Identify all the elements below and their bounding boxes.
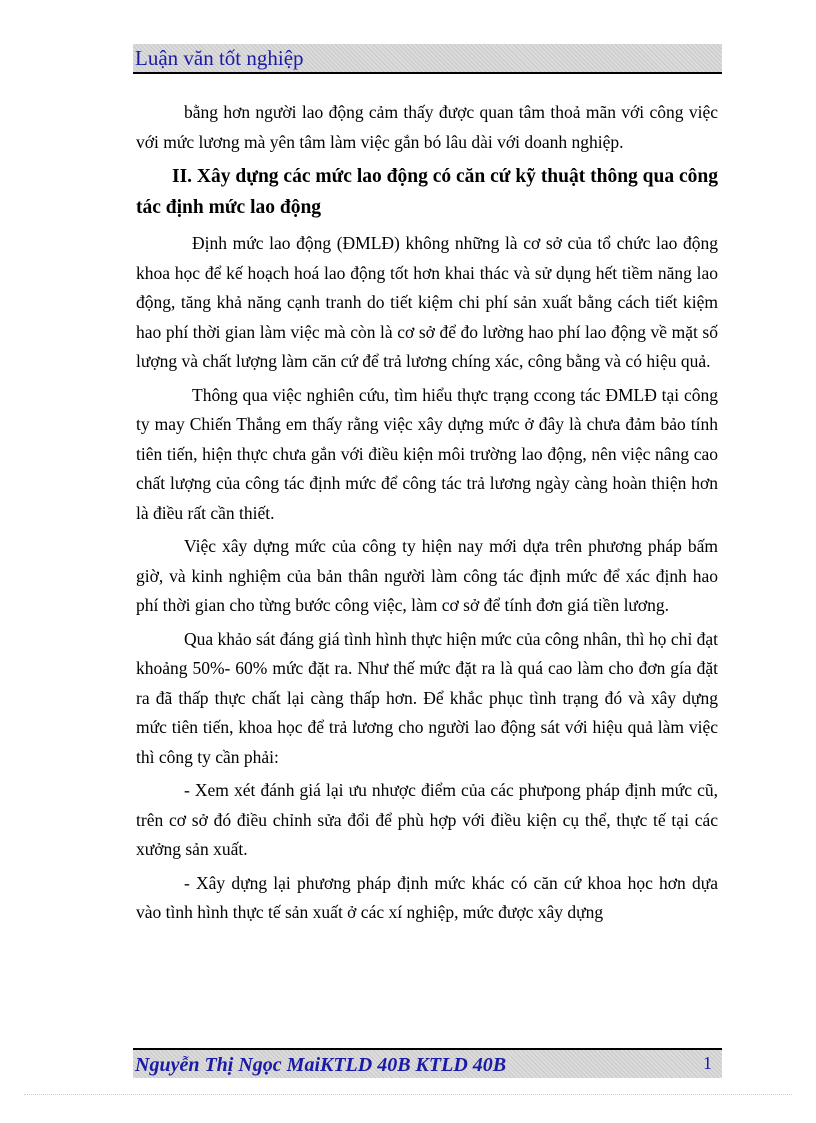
paragraph: Thông qua việc nghiên cứu, tìm hiểu thực trạng ccong tác ĐMLĐ tại công ty may Chiến Thắng em thấy rằng việc xây dựng mức ở đây là chưa đảm bảo tính tiên tiến, hiện thực chưa gắn với điều kiện môi trường lao động, nên việc nâng cao chất lượng của công tác định mức để công tác trả lương ngày càng hoàn thiện hơn là điều rất cần thiết. [136, 384, 718, 523]
page-number: 1 [703, 1053, 712, 1073]
paragraph: Định mức lao động (ĐMLĐ) không những là cơ sở của tổ chức lao động khoa học để kế hoạch hoá lao động tốt hơn khai thác và sử dụng hết tiềm năng lao động, tăng khả năng cạnh tranh do tiết kiệm chi phí sản xuất bằng cách tiết kiệm hao phí thời gian làm việc mà còn là cơ sở để đo lường hao phí lao động về mặt số lượng và chất lượng làm căn cứ để trả lương chíng xác, công bằng và có hiệu quả. [136, 233, 718, 371]
paragraph: Qua khảo sát đáng giá tình hình thực hiện mức của công nhân, thì họ chỉ đạt khoảng 50%- 60% mức đặt ra. Như thế mức đặt ra là quá cao làm cho đơn gía đặt ra đã thấp thực chất lại càng thấp hơn. Để khắc phục tình trạng đó và xây dựng mức tiên tiến, khoa học để trả lương cho người lao động sát với hiệu quả làm việc thì công ty cần phải: [136, 628, 718, 767]
paragraph: Việc xây dựng mức của công ty hiện nay mới dựa trên phương pháp bấm giờ, và kinh nghiệm của bản thân người làm công tác định mức để xác định hao phí thời gian cho từng bước công việc, làm cơ sở để tính đơn giá tiền lương. [136, 536, 718, 615]
list-item: - Xem xét đánh giá lại ưu nhược điểm của các phưpong pháp định mức cũ, trên cơ sở đó điều chỉnh sửa đổi để phù hợp với điều kiện cụ thể, thực tế tại các xưởng sản xuất. [136, 780, 718, 859]
header-title: Luận văn tốt nghiệp [135, 46, 304, 70]
footer-author: Nguyễn Thị Ngọc MaiKTLD 40B KTLD 40B [135, 1054, 507, 1076]
page-header [133, 44, 722, 74]
paragraph: bằng hơn người lao động cảm thấy được quan tâm thoả mãn với công việc với mức lương mà yên tâm làm việc gắn bó lâu dài với doanh nghiệp. [136, 102, 718, 152]
page-border [24, 1094, 792, 1095]
document-body [136, 98, 718, 932]
list-item: - Xây dựng lại phương pháp định mức khác có căn cứ khoa học hơn dựa vào tình hình thực tế sản xuất ở các xí nghiệp, mức được xây dựng [136, 872, 718, 922]
page-footer [133, 1048, 722, 1078]
section-heading: II. Xây dựng các mức lao động có căn cứ kỹ thuật thông qua công tác định mức lao động [136, 166, 718, 218]
